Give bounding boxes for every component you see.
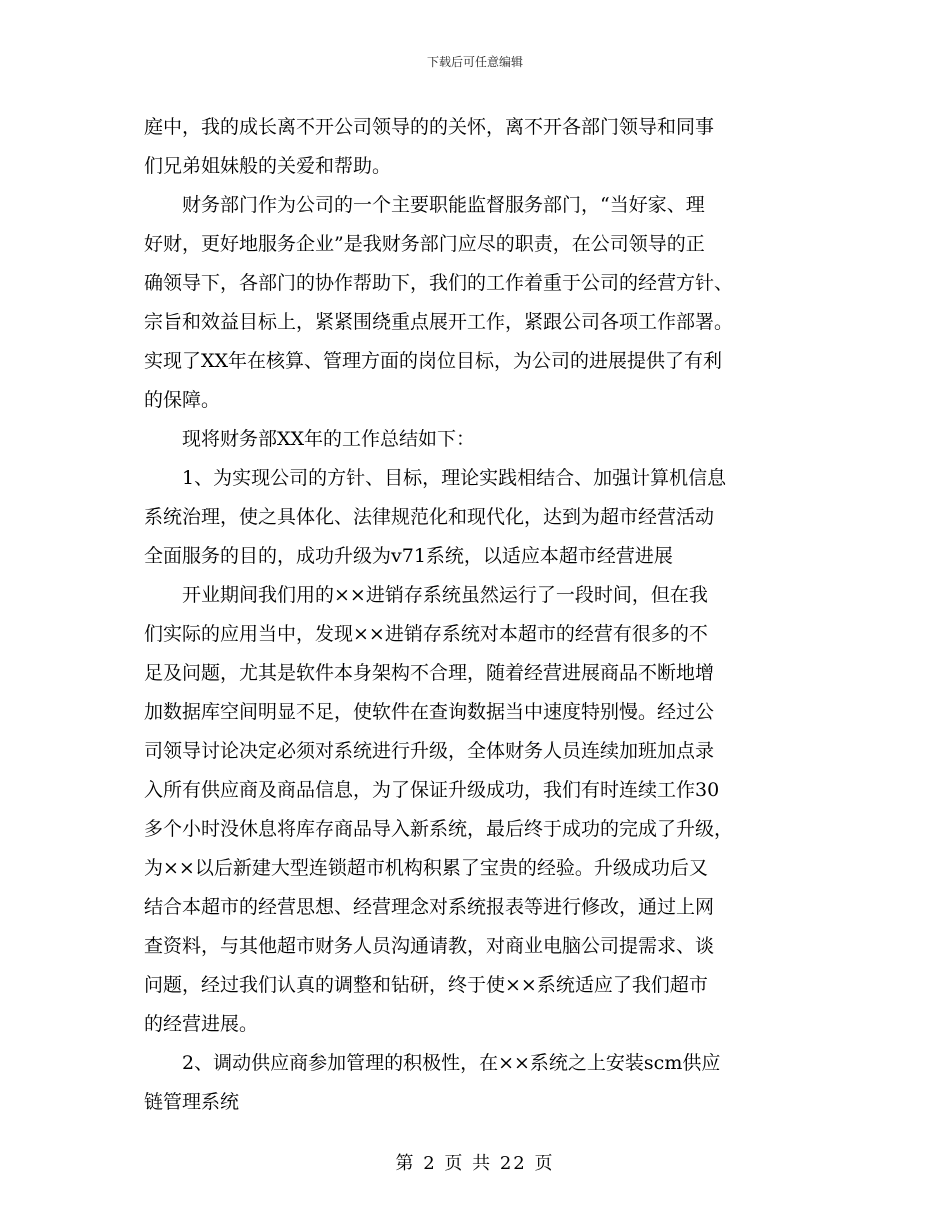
text-line: 司领导讨论决定必须对系统进行升级，全体财务人员连续加班加点录	[144, 740, 715, 762]
text-line: 1、为实现公司的方针、目标，理论实践相结合、加强计算机信息	[182, 467, 727, 489]
text-line: 的保障。	[144, 389, 221, 411]
text-line: 宗旨和效益目标上，紧紧围绕重点展开工作，紧跟公司各项工作部署。	[144, 311, 734, 333]
text-line: 问题，经过我们认真的调整和钻研，终于使××系统适应了我们超市	[144, 974, 708, 996]
text-line: 财务部门作为公司的一个主要职能监督服务部门，“当好家、理	[182, 194, 705, 216]
text-line: 足及问题，尤其是软件本身架构不合理，随着经营进展商品不断地增	[144, 662, 715, 684]
text-line: 2、调动供应商参加管理的积极性，在××系统之上安装scm供应	[182, 1052, 721, 1074]
text-line: 加数据库空间明显不足，使软件在查询数据当中速度特别慢。经过公	[144, 701, 715, 723]
text-line: 链管理系统	[144, 1091, 240, 1113]
text-line: 庭中，我的成长离不开公司领导的的关怀，离不开各部门领导和同事	[144, 116, 715, 138]
text-line: 们实际的应用当中，发现××进销存系统对本超市的经营有很多的不	[144, 623, 708, 645]
text-line: 们兄弟姐妹般的关爱和帮助。	[144, 155, 392, 177]
text-line: 好财，更好地服务企业”是我财务部门应尽的职责，在公司领导的正	[144, 233, 705, 255]
text-line: 多个小时没休息将库存商品导入新系统，最后终于成功的完成了升级，	[144, 818, 734, 840]
text-line: 入所有供应商及商品信息，为了保证升级成功，我们有时连续工作30	[144, 779, 720, 801]
page-header: 下载后可任意编辑	[426, 55, 523, 69]
text-line: 实现了XX年在核算、管理方面的岗位目标，为公司的进展提供了有利	[144, 350, 723, 372]
text-line: 全面服务的目的，成功升级为v71系统，以适应本超市经营进展	[144, 545, 673, 567]
text-line: 现将财务部XX年的工作总结如下：	[182, 428, 476, 450]
text-line: 确领导下，各部门的协作帮助下，我们的工作着重于公司的经营方针、	[144, 272, 734, 294]
text-line: 开业期间我们用的××进销存系统虽然运行了一段时间，但在我	[182, 584, 708, 606]
text-line: 的经营进展。	[144, 1013, 259, 1035]
text-line: 为××以后新建大型连锁超市机构积累了宝贵的经验。升级成功后又	[144, 857, 708, 879]
text-line: 系统治理，使之具体化、法律规范化和现代化，达到为超市经营活动	[144, 506, 715, 528]
text-line: 查资料，与其他超市财务人员沟通请教，对商业电脑公司提需求、谈	[144, 935, 715, 957]
page-footer: 第 2 页 共 22 页	[395, 1153, 555, 1174]
document-body	[144, 108, 810, 1122]
text-line: 结合本超市的经营思想、经营理念对系统报表等进行修改，通过上网	[144, 896, 715, 918]
